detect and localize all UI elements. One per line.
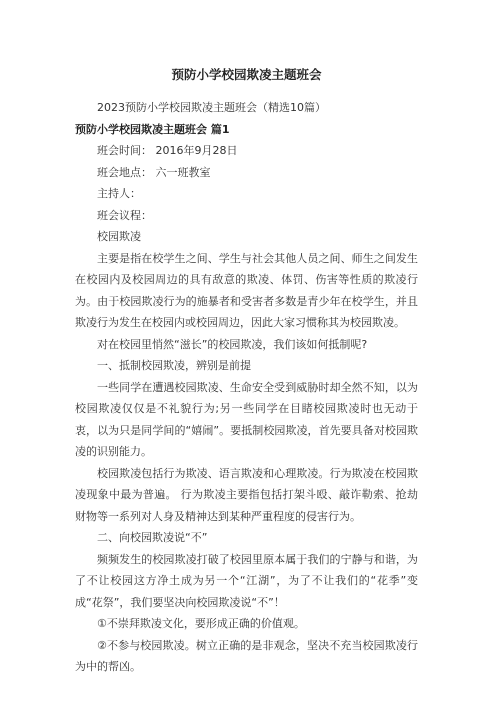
paragraph-definition: 主要是指在校学生之间、学生与社会其他人员之间、师生之间发生在校园内及校园周边的具有敌意的欺凌、体罚、伤害等性质的欺凌行为。由于校园欺凌行为的施暴者和受害者多数是青少年在校学生，并且欺凌行为发生在校园内或校园周边，因此大家习惯称其为校园欺凌。 xyxy=(75,251,418,329)
paragraph-types: 校园欺凌包括行为欺凌、语言欺凌和心理欺凌。行为欺凌在校园欺凌现象中最为普遍。 行为欺凌主要指包括打架斗殴、敲诈勒索、抢劫财物等一系列对人身及精神达到某种严重程度的侵害行为。 xyxy=(75,466,418,523)
paragraph-say-no: 频频发生的校园欺凌打破了校园里原本属于我们的宁静与和谐，为了不让校园这方净土成为另一个“江湖”，为了不让我们的“花季”变成“花祭”，我们要坚决向校园欺凌说“不”！ xyxy=(75,552,418,609)
meeting-time: 班会时间： 2016年9月28日 xyxy=(97,144,238,157)
section-title: 校园欺凌 xyxy=(97,230,141,243)
paragraph-question: 对在校园里悄然“滋长”的校园欺凌，我们该如何抵制呢? xyxy=(97,337,368,351)
paragraph-recognition: 一些同学在遭遇校园欺凌、生命安全受到威胁时却全然不知，以为校园欺凌仅仅是不礼貌行为;另一些同学在目睹校园欺凌时也无动于衷，以为只是同学间的“嬉闹”。要抵制校园欺凌，首先要具备对校园欺凌的识别能力。 xyxy=(75,380,418,458)
paragraph-heading-two: 二、向校园欺凌说“不” xyxy=(97,531,208,544)
paragraph-point-two: ②不参与校园欺凌。树立正确的是非观念，坚决不充当校园欺凌行为中的帮凶。 xyxy=(75,638,418,673)
document-title: 预防小学校园欺凌主题班会 xyxy=(171,67,322,82)
document-subtitle: 2023预防小学校园欺凌主题班会（精选10篇） xyxy=(97,101,326,114)
paragraph-point-one: ①不崇拜欺凌文化，要形成正确的价值观。 xyxy=(97,617,305,630)
meeting-agenda: 班会议程： xyxy=(97,208,152,222)
article-heading: 预防小学校园欺凌主题班会 篇1 xyxy=(75,122,230,136)
meeting-host: 主持人： xyxy=(97,187,141,200)
paragraph-heading-one: 一、抵制校园欺凌，辨别是前提 xyxy=(97,359,251,372)
meeting-place: 班会地点： 六一班教室 xyxy=(97,165,211,179)
